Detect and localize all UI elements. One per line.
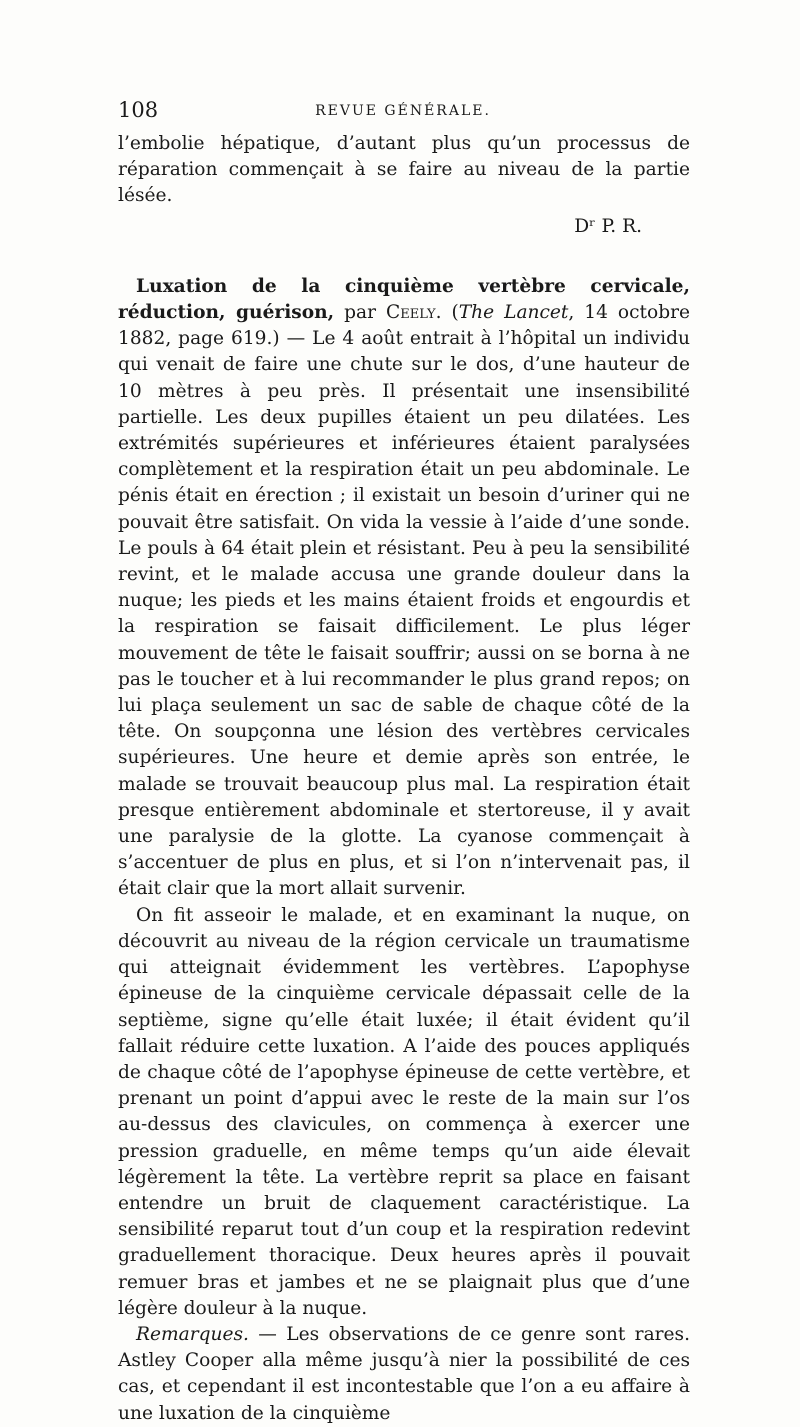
article-title: Luxation de la cinquième vertèbre cervicale, réduction, guérison,: [118, 275, 690, 324]
body-text: [118, 131, 690, 1427]
article-author: Ceely: [385, 302, 436, 324]
section-gap: [118, 240, 690, 274]
article-source-details: , 14 octobre 1882, page 619.): [118, 302, 690, 350]
article-source-open: . (: [435, 302, 459, 324]
remarks-label: Remarques.: [136, 1323, 249, 1345]
article-paragraph-3: [118, 1322, 690, 1427]
article-paragraph-3-text: — Les observations de ce genre sont rares. Astley Cooper alla même jusqu’à nier la possibilité de ces cas, et cependant il est incontestable que l’on a eu affaire à une luxation de la cinquième: [118, 1323, 690, 1424]
signature: Dʳ P. R.: [574, 215, 642, 237]
article-paragraph-2: On fit asseoir le malade, et en examinant la nuque, on découvrit au niveau de la région cervicale un traumatisme qui atteignait évidemment les vertèbres. L’apophyse épineuse de la cinquième cervicale dépassait celle de la septième, signe qu’elle était luxée; il était évident qu’il fallait réduire cette luxation. A l’aide des pouces appliqués de chaque côté de l’apophyse épineuse de cette vertèbre, et prenant un point d’appui avec le reste de la main sur l’os au-dessus des clavicules, on commença à exercer une pression graduelle, en même temps qu’un aide élevait légèrement la tête. La vertèbre reprit sa place en faisant entendre un bruit de claquement caractéristique. La sensibilité reparut tout d’un coup et la respiration redevint graduellement thoracique. Deux heures après il pouvait remuer bras et jambes et ne se plaignait plus que d’une légère douleur à la nuque.: [118, 904, 690, 1319]
article-by: par: [344, 302, 376, 324]
article-source: The Lancet: [458, 302, 569, 324]
running-title: REVUE GÉNÉRALE.: [315, 103, 491, 119]
article-paragraph-1: [118, 274, 690, 903]
page-number: 108: [118, 98, 159, 122]
page-header: [118, 98, 688, 122]
article-paragraph-1-text: — Le 4 août entrait à l’hôpital un individu qui venait de faire une chute sur le dos, d’une hauteur de 10 mètres à peu près. Il présentait une insensibilité partielle. Les deux pupilles étaient un peu dilatées. Les extrémités supérieures et inférieures étaient paralysées complètement et la respiration était un peu abdominale. Le pénis était en érection ; il existait un besoin d’uriner qui ne pouvait être satisfait. On vida la vessie à l’aide d’une sonde. Le pouls à 64 était plein et résistant. Peu à peu la sensibilité revint, et le malade accusa une grande douleur dans la nuque; les pieds et les mains étaient froids et engourdis et la respiration se faisait difficilement. Le plus léger mouvement de tête le faisait souffrir; aussi on se borna à ne pas le toucher et à lui recommander le plus grand repos; on lui plaça seulement un sac de sable de chaque côté de la tête. On soupçonna une lésion des vertèbres cervicales supérieures. Une heure et demie après son entrée, le malade se trouvait beaucoup plus mal. La respiration était presque entièrement abdominale et stertoreuse, il y avait une paralysie de la glotte. La cyanose commençait à s’accentuer de plus en plus, et si l’on n’intervenait pas, il était clair que la mort allait survenir.: [118, 328, 690, 900]
previous-article-tail: l’embolie hépatique, d’autant plus qu’un processus de réparation commençait à se faire au niveau de la partie lésée.: [118, 133, 690, 207]
